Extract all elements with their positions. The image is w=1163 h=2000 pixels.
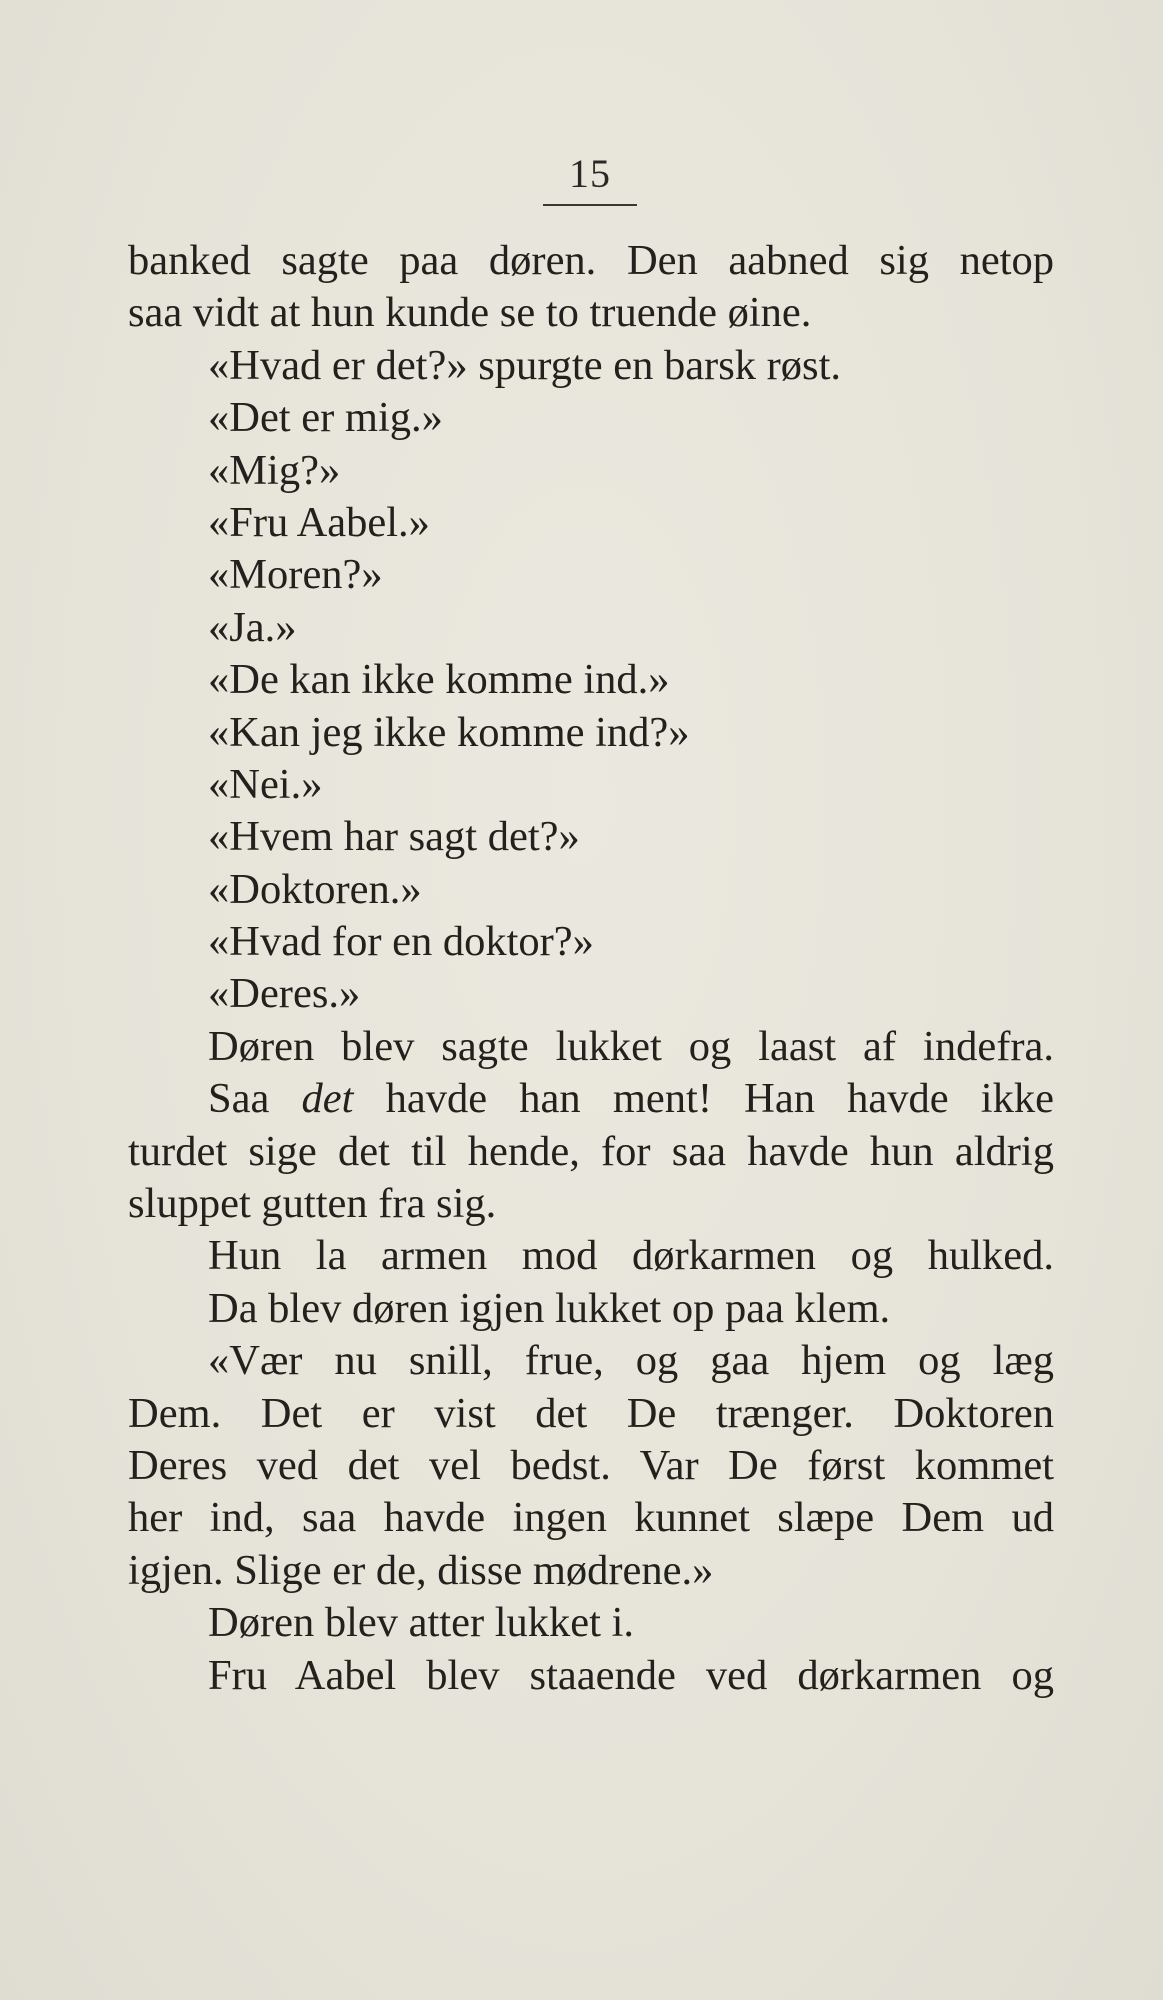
text-segment: Saa <box>208 1075 302 1123</box>
text-line: «Ja.» <box>208 603 297 651</box>
text-line: saa vidt at hun kunde se to truende øine. <box>128 289 812 337</box>
text-line: «Mig?» <box>208 446 341 494</box>
text-line: «Hvem har sagt det?» <box>208 813 580 861</box>
body-text <box>128 235 1054 1702</box>
text-line: banked sagte paa døren. Den aabned sig netop <box>128 237 1054 284</box>
text-line: Dem. Det er vist det De trænger. Doktoren <box>128 1389 1054 1437</box>
text-line: Fru Aabel blev staaende ved dørkarmen og <box>208 1651 1054 1699</box>
text-line: «Hvad for en doktor?» <box>208 918 594 966</box>
text-line-with-italic <box>128 1073 1054 1125</box>
italic-word: det <box>301 1075 354 1123</box>
text-line: «De kan ikke komme ind.» <box>208 656 670 704</box>
text-line: igjen. Slige er de, disse mødrene.» <box>128 1546 714 1594</box>
text-line: «Vær nu snill, frue, og gaa hjem og læg <box>208 1337 1054 1385</box>
text-line: «Moren?» <box>208 551 383 599</box>
text-line: «Doktoren.» <box>208 865 422 913</box>
text-line: her ind, saa havde ingen kunnet slæpe Dem ud <box>128 1494 1054 1542</box>
text-line: Døren blev atter lukket i. <box>208 1599 635 1647</box>
text-line: turdet sige det til hende, for saa havde hun aldrig <box>128 1127 1054 1175</box>
text-line: Hun la armen mod dørkarmen og hulked. <box>208 1232 1054 1280</box>
text-line: «Deres.» <box>208 970 361 1018</box>
text-line: «Det er mig.» <box>208 394 443 442</box>
text-line: «Fru Aabel.» <box>208 498 430 546</box>
text-segment: havde han ment! Han havde ikke <box>353 1075 1054 1123</box>
page-number-rule <box>543 204 637 206</box>
text-line: Da blev døren igjen lukket op paa klem. <box>208 1284 891 1332</box>
text-line: «Hvad er det?» spurgte en barsk røst. <box>208 341 841 389</box>
text-line: Deres ved det vel bedst. Var De først kommet <box>128 1441 1054 1489</box>
text-line: sluppet gutten fra sig. <box>128 1180 497 1228</box>
page-number: 15 <box>569 151 611 196</box>
text-line: «Nei.» <box>208 760 323 808</box>
text-line: Døren blev sagte lukket og laast af indefra. <box>208 1022 1054 1070</box>
text-line: «Kan jeg ikke komme ind?» <box>208 708 690 756</box>
